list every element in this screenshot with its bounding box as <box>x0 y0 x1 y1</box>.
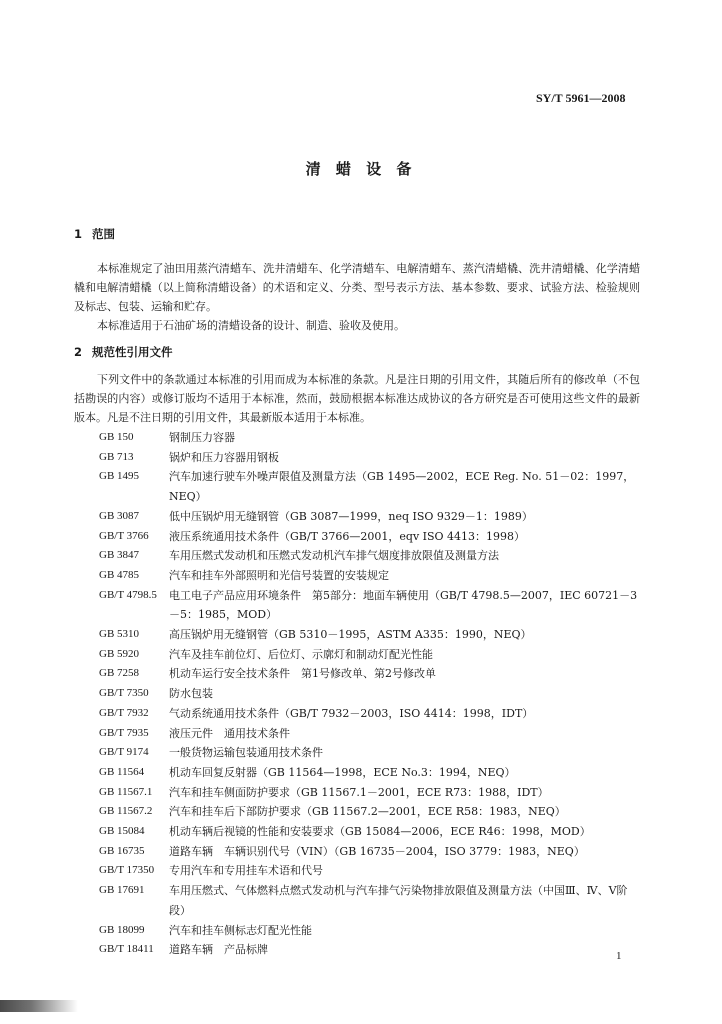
reference-title: 锅炉和压力容器用钢板 <box>169 450 279 464</box>
reference-code: GB 11567.2 <box>99 805 153 818</box>
reference-code: GB 7258 <box>99 667 140 680</box>
reference-title: 液压系统通用技术条件（GB/T 3766—2001，eqv ISO 4413：1998） <box>169 529 526 543</box>
reference-code: GB 4785 <box>99 568 140 581</box>
reference-title: 汽车和挂车侧面防护要求（GB 11567.1－2001，ECE R73：1988，IDT） <box>169 785 549 799</box>
reference-code: GB/T 7935 <box>99 726 149 739</box>
scan-artifact <box>0 1000 78 1012</box>
reference-title: 气动系统通用技术条件（GB/T 7932－2003，ISO 4414：1998，IDT） <box>169 706 534 720</box>
reference-item <box>99 822 639 842</box>
reference-code: GB 713 <box>99 450 134 463</box>
reference-code: GB/T 9174 <box>99 746 149 759</box>
reference-item <box>99 507 639 527</box>
reference-item <box>99 724 639 744</box>
reference-title: 液压元件 通用技术条件 <box>169 726 290 740</box>
reference-title: 汽车及挂车前位灯、后位灯、示廓灯和制动灯配光性能 <box>169 647 433 661</box>
reference-code: GB 5920 <box>99 647 140 660</box>
reference-code: GB/T 18411 <box>99 943 154 956</box>
reference-item <box>99 527 639 547</box>
section-title: 范围 <box>92 227 115 241</box>
reference-code: GB 11567.1 <box>99 785 153 798</box>
reference-item <box>99 704 639 724</box>
reference-item <box>99 684 639 704</box>
scope-paragraph-1: 本标准规定了油田用蒸汽清蜡车、洗井清蜡车、化学清蜡车、电解清蜡车、蒸汽清蜡橇、洗井清蜡橇、化学清蜡橇和电解清蜡橇（以上简称清蜡设备）的术语和定义、分类、型号表示方法、基本参数、要求、试验方法、检验规则及标志、包装、运输和贮存。 <box>74 262 640 313</box>
reference-code: GB/T 3766 <box>99 529 149 542</box>
reference-item <box>99 802 639 822</box>
reference-code: GB 15084 <box>99 825 145 838</box>
reference-item <box>99 586 639 625</box>
reference-item <box>99 566 639 586</box>
reference-item <box>99 783 639 803</box>
reference-code: GB/T 7350 <box>99 687 149 700</box>
reference-code: GB 11564 <box>99 765 145 778</box>
reference-title: 机动车回复反射器（GB 11564—1998，ECE No.3：1994，NEQ） <box>169 765 516 779</box>
reference-item <box>99 448 639 468</box>
reference-item <box>99 546 639 566</box>
reference-title: 防水包装 <box>169 687 213 701</box>
reference-code: GB 1495 <box>99 470 140 483</box>
reference-item <box>99 842 639 862</box>
reference-title: 车用压燃式发动机和压燃式发动机汽车排气烟度排放限值及测量方法 <box>169 549 499 563</box>
reference-title: 机动车辆后视镜的性能和安装要求（GB 15084—2006，ECE R46：1998，MOD） <box>169 825 591 839</box>
standard-number: SY/T 5961—2008 <box>536 91 626 105</box>
reference-item <box>99 743 639 763</box>
reference-code: GB 3847 <box>99 549 140 562</box>
references-intro-paragraph: 下列文件中的条款通过本标准的引用而成为本标准的条款。凡是注日期的引用文件，其随后所有的修改单（不包括勘误的内容）或修订版均不适用于本标准，然而，鼓励根据本标准达成协议的各方研究是否可使用这些文件的最新版本。凡是不注日期的引用文件，其最新版本适用于本标准。 <box>74 373 640 424</box>
page-number: 1 <box>616 950 622 962</box>
section-heading-scope <box>74 226 115 242</box>
section-title: 规范性引用文件 <box>92 345 173 359</box>
reference-item <box>99 625 639 645</box>
document-title: 清 蜡 设 备 <box>305 160 417 178</box>
section-number: 1 <box>74 227 83 241</box>
reference-code: GB 17691 <box>99 884 145 897</box>
reference-title: 机动车运行安全技术条件 第1号修改单、第2号修改单 <box>169 667 436 681</box>
reference-code: GB 150 <box>99 431 134 443</box>
reference-item <box>99 861 639 881</box>
reference-title: 道路车辆 产品标牌 <box>169 943 268 957</box>
section-heading-normative-references <box>74 344 173 360</box>
reference-code: GB/T 17350 <box>99 864 155 877</box>
reference-title: 钢制压力容器 <box>169 431 235 444</box>
reference-item <box>99 940 639 960</box>
reference-item <box>99 881 639 920</box>
scope-paragraph-2: 本标准适用于石油矿场的清蜡设备的设计、制造、验收及使用。 <box>97 319 405 332</box>
reference-item <box>99 428 639 448</box>
reference-title: 汽车和挂车外部照明和光信号装置的安装规定 <box>169 568 389 582</box>
reference-title: 低中压锅炉用无缝钢管（GB 3087—1999，neq ISO 9329－1：1989） <box>169 509 533 523</box>
reference-item <box>99 763 639 783</box>
reference-code: GB/T 4798.5 <box>99 588 157 601</box>
reference-title: 汽车和挂车后下部防护要求（GB 11567.2—2001，ECE R58：1983，NEQ） <box>169 805 566 819</box>
reference-code: GB 18099 <box>99 923 145 936</box>
reference-title: 道路车辆 车辆识别代号（VIN）（GB 16735－2004，ISO 3779：1983，NEQ） <box>169 844 585 858</box>
reference-item <box>99 921 639 941</box>
reference-item <box>99 467 639 506</box>
reference-code: GB/T 7932 <box>99 706 149 719</box>
reference-code: GB 5310 <box>99 628 140 641</box>
reference-code: GB 16735 <box>99 844 145 857</box>
reference-code: GB 3087 <box>99 509 140 522</box>
section-number: 2 <box>74 345 83 359</box>
reference-item <box>99 645 639 665</box>
reference-list <box>99 428 639 960</box>
reference-item <box>99 664 639 684</box>
reference-title: 汽车加速行驶车外噪声限值及测量方法（GB 1495—2002，ECE Reg. No. 51－02：1997，NEQ） <box>169 470 635 504</box>
reference-title: 高压锅炉用无缝钢管（GB 5310－1995，ASTM A335：1990，NEQ） <box>169 628 532 642</box>
reference-title: 一般货物运输包装通用技术条件 <box>169 746 323 760</box>
reference-title: 汽车和挂车侧标志灯配光性能 <box>169 923 312 937</box>
reference-title: 专用汽车和专用挂车术语和代号 <box>169 864 323 878</box>
reference-title: 车用压燃式、气体燃料点燃式发动机与汽车排气污染物排放限值及测量方法（中国Ⅲ、Ⅳ、Ⅴ阶段） <box>169 884 628 917</box>
reference-title: 电工电子产品应用环境条件 第5部分：地面车辆使用（GB/T 4798.5—2007，IEC 60721－3－5：1985，MOD） <box>169 588 638 622</box>
